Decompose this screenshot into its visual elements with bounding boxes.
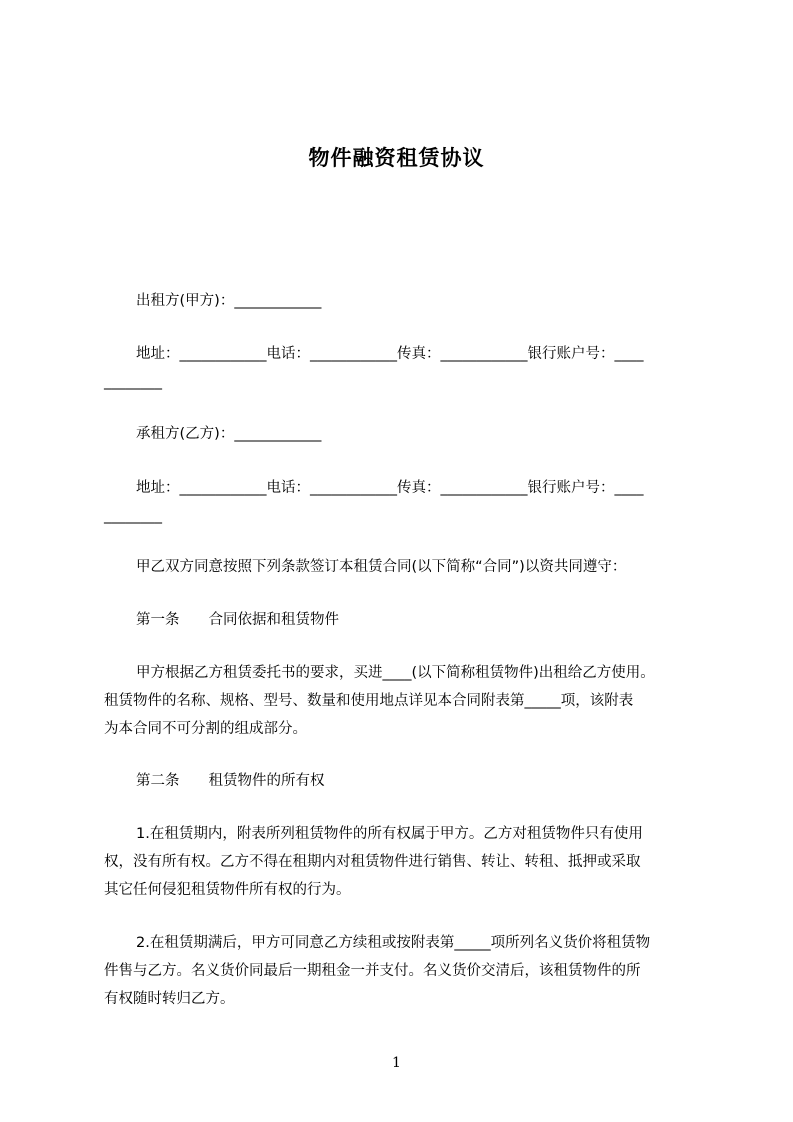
lessee-address-continuation: ________ [104, 508, 162, 524]
article2-paragraph1-line3: 其它任何侵犯租赁物件所有权的行为。 [104, 882, 351, 898]
article2-paragraph2-line3: 有权随时转归乙方。 [104, 991, 235, 1007]
article1-paragraph-line3: 为本合同不可分割的组成部分。 [104, 721, 307, 737]
lessor-address-continuation: ________ [104, 374, 162, 390]
document-title: 物件融资租赁协议 [308, 146, 485, 170]
lessor-line: 出租方(甲方)：____________ [136, 293, 322, 309]
article2-heading: 第二条 租赁物件的所有权 [136, 773, 325, 789]
article2-paragraph2-line2: 件售与乙方。名义货价同最后一期租金一并支付。名义货价交清后，该租赁物件的所 [104, 963, 641, 979]
article2-paragraph1-line2: 权，没有所有权。乙方不得在租期内对租赁物件进行销售、转让、转租、抵押或采取 [104, 854, 641, 870]
article2-paragraph1-line1: 1.在租赁期内，附表所列租赁物件的所有权属于甲方。乙方对租赁物件只有使用 [136, 826, 643, 842]
preamble: 甲乙双方同意按照下列条款签订本租赁合同(以下简称“合同”)以资共同遵守： [136, 559, 627, 575]
lessee-line: 承租方(乙方)：____________ [136, 426, 322, 442]
lessee-address-line: 地址：____________电话：____________传真：____________银行账户号：____ [136, 480, 644, 496]
page-number: 1 [392, 1055, 401, 1071]
article1-heading: 第一条 合同依据和租赁物件 [136, 612, 339, 628]
lessor-address-line: 地址：____________电话：____________传真：____________银行账户号：____ [136, 346, 644, 362]
article1-paragraph-line2: 租赁物件的名称、规格、型号、数量和使用地点详见本合同附表第_____项，该附表 [104, 693, 634, 709]
article1-paragraph-line1: 甲方根据乙方租赁委托书的要求，买进____(以下简称租赁物件)出租给乙方使用。 [136, 665, 655, 681]
article2-paragraph2-line1: 2.在租赁期满后，甲方可同意乙方续租或按附表第_____项所列名义货价将租赁物 [136, 935, 651, 951]
